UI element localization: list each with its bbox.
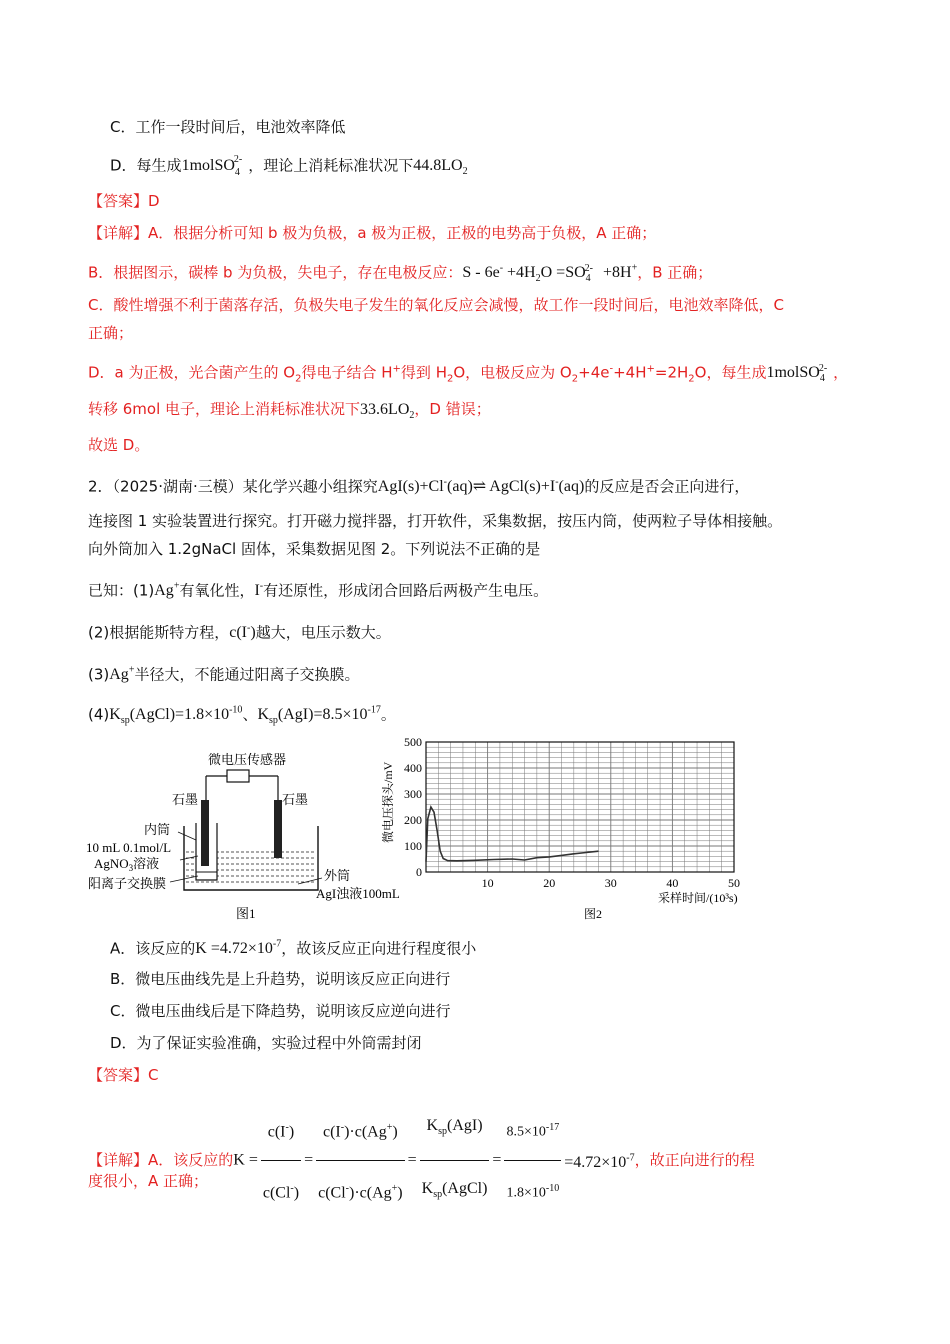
q2-known-4: $(4)K_{sp}(AgCl)=1.8\times 10^{-10}$、$K_{sp}(AgI)=8.5\times 10^{-17}$。	[88, 705, 396, 727]
membrane-label: 阳离子交换膜	[88, 876, 167, 891]
q1-detail-c2: 正确；	[88, 324, 134, 342]
y-tick-label: 300	[404, 787, 422, 801]
figure-1-caption: 图1	[236, 906, 256, 921]
figure-2-caption: 图2	[584, 907, 603, 921]
graphite-left-label: 石墨	[172, 792, 199, 807]
graphite-right	[274, 800, 282, 858]
solution-label-1: 10 mL 0.1mol/L	[86, 840, 172, 855]
q1-conclusion: 故选 D。	[88, 436, 150, 454]
q1-option-c: C．工作一段时间后，电池效率降低	[110, 118, 346, 136]
x-tick-label: 50	[728, 876, 740, 890]
q2-known-2: (2)根据能斯特方程，c(I-)越大，电压示数大。	[88, 623, 391, 642]
outer-tube-label: 外筒	[324, 868, 351, 883]
q2-stem-line3: 向外筒加入 1.2gNaCl 固体，采集数据见图 2。下列说法不正确的是	[88, 540, 541, 558]
q1-detail-d2: 转移 6mol 电子，理论上消耗标准状况下$33.6LO_2$，D 错误；	[88, 400, 491, 422]
q1-detail-c1: C．酸性增强不利于菌落存活，负极失电子发生的氧化反应会减慢，故工作一段时间后，电池效率降低，C	[88, 296, 784, 314]
q2-stem-line2: 连接图 1 实验装置进行探究。打开磁力搅拌器，打开软件，采集数据，按压内筒，使两粒子导体相接触。	[88, 512, 783, 530]
q2-option-b: B．微电压曲线先是上升趋势，说明该反应正向进行	[110, 970, 451, 988]
x-axis-label: 采样时间/(10³s)	[658, 891, 738, 905]
figure-1-apparatus	[86, 748, 416, 926]
y-tick-label: 100	[404, 839, 422, 853]
sensor-resistor	[227, 770, 249, 782]
figure-2-chart	[378, 732, 770, 928]
q2-option-a: A．该反应的$K =4.72\times 10^{-7}$，故该反应正向进行程度很小	[110, 939, 477, 958]
q2-known-1: 已知：(1)Ag+有氧化性，I-有还原性，形成闭合回路后两极产生电压。	[88, 581, 549, 600]
agi-label: AgI浊液100mL	[316, 886, 400, 901]
y-tick-label: 0	[416, 865, 422, 879]
q1-option-d: D．每生成1molSO$_4^{2-}$ ，理论上消耗标准状况下$44.8LO_2$	[110, 154, 468, 178]
y-tick-label: 500	[404, 735, 422, 749]
q2-option-d: D．为了保证实验准确，实验过程中外筒需封闭	[110, 1034, 422, 1052]
q1-detail-a: 【详解】A．根据分析可知 b 极为负极，a 极为正极，正极的电势高于负极，A 正确；	[88, 224, 657, 242]
q1-detail-d1: D．a 为正极，光合菌产生的 $O_2$得电子结合 H+得到 $H_2O$，电极反应为 $O_2+4e^-+4H^+=2H_2O$，每生成1molSO$_4^{2-}$ ，	[88, 363, 849, 385]
q2-answer: 【答案】C	[88, 1066, 159, 1084]
x-tick-label: 10	[481, 876, 494, 890]
graphite-right-label: 石墨	[282, 792, 309, 807]
graphite-left	[201, 800, 209, 866]
y-tick-label: 200	[404, 813, 422, 827]
y-tick-labels	[404, 735, 422, 879]
x-tick-label: 20	[543, 876, 556, 890]
q1-detail-b: B．根据图示，碳棒 b 为负极，失电子，存在电极反应：$S - 6e^- +4H_2O =SO_4^{2-} +8H^+$，B 正确；	[88, 263, 713, 285]
y-tick-label: 400	[404, 761, 422, 775]
q2-known-3: (3)Ag+半径大，不能通过阳离子交换膜。	[88, 665, 360, 684]
q2-detail-a-cont: 度很小，A 正确；	[88, 1172, 209, 1190]
q2-option-c: C．微电压曲线后是下降趋势，说明该反应逆向进行	[110, 1002, 451, 1020]
x-tick-label: 30	[604, 876, 617, 890]
solution-label-2: AgNO$_3$溶液	[94, 856, 160, 873]
sensor-label: 微电压传感器	[208, 752, 287, 767]
inner-tube-label: 内筒	[144, 822, 171, 837]
x-tick-label: 40	[666, 876, 679, 890]
q2-detail-a: 【详解】A．该反应的K = $\frac{c(I^-)}{c(Cl^-)}$ = $\frac{c(I^-)\cdot c(Ag^+)}{c(Cl^-)\cdot c(Ag^+)}$ = $\frac{K_{sp}(AgI)}{K_{sp}(AgCl)}$ = $\frac{8.5\times 10^{-17}}{1.8\times 10^{-10}}$ $=4.72\times 10^{-7}$，故正向进行的程	[88, 1100, 755, 1221]
q1-answer: 【答案】D	[88, 192, 160, 210]
q2-stem-line1: 2．（2025·湖南·三模）某化学兴趣小组探究AgI(s)+Cl-(aq)⇌ AgCl(s)+I-(aq)的反应是否会正向进行，	[88, 477, 750, 496]
x-tick-labels	[482, 876, 740, 890]
y-axis-label: 微电压探头/mV	[381, 761, 395, 843]
